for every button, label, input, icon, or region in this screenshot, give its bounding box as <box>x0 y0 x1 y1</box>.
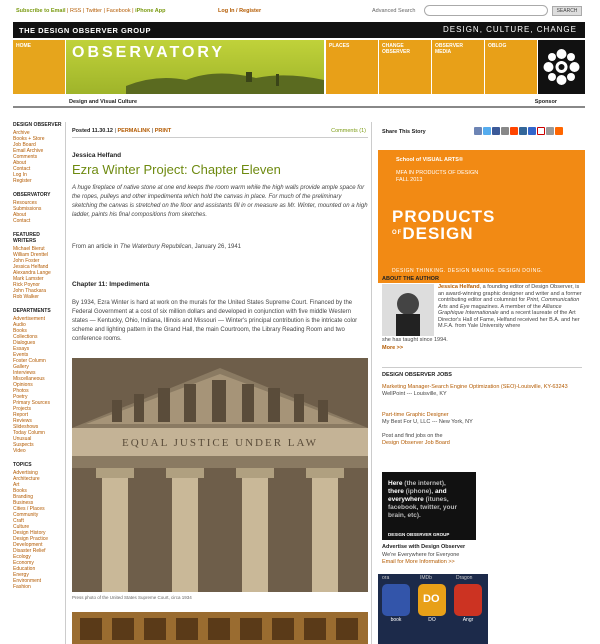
left-nav-item[interactable]: Design History <box>13 530 46 536</box>
left-nav-item[interactable]: Poetry <box>13 394 28 400</box>
ad-everywhere: everywhere <box>388 496 424 503</box>
post-meta-bar: Posted 11.30.12 | PERMALINK | PRINT Comments (1) <box>72 128 368 138</box>
left-nav-item[interactable]: Essays <box>13 346 30 352</box>
left-nav-section-title: DEPARTMENTS <box>13 308 51 314</box>
job-board-link[interactable]: Design Observer Job Board <box>382 439 450 446</box>
advertise-subtitle: We're Everywhere for Everyone <box>382 552 460 558</box>
bio-comm-arts: Communication Arts <box>438 297 580 310</box>
utility-links: Subscribe to Email | RSS | Twitter | Facebook | iPhone App <box>16 8 166 14</box>
design-observer-ad[interactable] <box>382 472 476 540</box>
left-nav-item[interactable]: Primary Sources <box>13 400 50 406</box>
left-nav-item[interactable]: Rick Poynor <box>13 282 40 288</box>
left-nav-item[interactable]: Opinions <box>13 382 33 388</box>
ad-and: and <box>434 488 447 495</box>
subscribe-link[interactable]: Subscribe to Email <box>16 8 66 14</box>
ad-everywhere-note: (itunes, facebook, twitter, your brain, etc). <box>388 496 457 519</box>
bio-author-name[interactable]: Jessica Helfand <box>438 284 480 290</box>
article-author[interactable]: Jessica Helfand <box>72 152 122 159</box>
digg-share-icon[interactable] <box>528 127 536 135</box>
left-nav-section-title: DESIGN OBSERVER <box>13 122 62 128</box>
site-title: OBSERVATORY <box>72 44 226 61</box>
left-nav-item[interactable]: Disaster Relief <box>13 548 46 554</box>
left-nav-item[interactable]: Advertising <box>13 470 38 476</box>
left-nav-item[interactable]: William Drenttel <box>13 252 49 258</box>
twitter-link[interactable]: Twitter <box>85 8 102 14</box>
left-nav-item[interactable]: Unusual <box>13 436 32 442</box>
left-nav-item[interactable]: Contact <box>13 166 31 172</box>
left-nav-item[interactable]: Business <box>13 500 34 506</box>
left-nav-item[interactable]: Fashion <box>13 584 31 590</box>
job-board-promo <box>382 433 450 446</box>
print-link[interactable]: PRINT <box>154 128 172 134</box>
left-nav-item[interactable]: Michael Bierut <box>13 246 45 252</box>
left-nav-item[interactable]: Advertisement <box>13 316 45 322</box>
left-nav-item[interactable]: Suspects <box>13 442 34 448</box>
bio-text-1: , a founding editor of Design Observer, is an award-winning graphic designer and writer and a former contributing editor and columnist for <box>438 284 582 303</box>
bio-text-2: magazines. A member of the <box>471 303 541 310</box>
nav-oblog[interactable] <box>485 40 537 94</box>
sva-program-line: MFA IN PRODUCTS OF DESIGN <box>396 170 479 176</box>
left-nav-item[interactable]: Cities / Places <box>13 506 45 512</box>
source-date: , January 26, 1941 <box>191 244 241 250</box>
email-share-icon[interactable] <box>474 127 482 135</box>
left-nav-item[interactable]: Collections <box>13 334 38 340</box>
app-label: DO <box>428 617 436 623</box>
bio-eye: Eye <box>460 303 470 310</box>
left-nav-item[interactable]: Community <box>13 512 39 518</box>
twitter-share-icon[interactable] <box>483 127 491 135</box>
bio-and: and <box>449 303 459 310</box>
left-nav-item[interactable]: Photos <box>13 388 29 394</box>
left-nav-item[interactable]: Alexandra Lange <box>13 270 51 276</box>
ad-here: Here <box>388 480 403 487</box>
iphone-app-link[interactable]: iPhone App <box>135 8 166 14</box>
left-nav-item[interactable]: Interviews <box>13 370 36 376</box>
left-nav-item[interactable]: Events <box>13 352 29 358</box>
app-icon[interactable] <box>382 584 410 623</box>
nav-home-label: HOME <box>16 43 31 49</box>
left-nav-item[interactable]: Log In <box>13 172 27 178</box>
left-nav-item[interactable]: Audio <box>13 322 26 328</box>
left-nav-item[interactable]: John Foster <box>13 258 40 264</box>
left-nav-item[interactable]: Jessica Helfand <box>13 264 49 270</box>
left-nav-item[interactable]: Miscellaneous <box>13 376 45 382</box>
left-nav-item[interactable]: John Thackara <box>13 288 46 294</box>
left-nav-item[interactable]: Environment <box>13 578 42 584</box>
jobs-title: DESIGN OBSERVER JOBS <box>382 367 582 378</box>
left-nav-section-title: OBSERVATORY <box>13 192 51 198</box>
ad-footer: DESIGN OBSERVER GROUP <box>388 532 450 537</box>
left-nav-item[interactable]: Email Archive <box>13 148 44 154</box>
left-nav-item[interactable]: Slideshows <box>13 424 39 430</box>
share-icons <box>474 127 584 137</box>
sub-header <box>13 96 585 108</box>
sva-of: OF <box>392 230 403 236</box>
observatory-header[interactable] <box>66 40 324 94</box>
search-input[interactable] <box>424 5 548 16</box>
supreme-court-photo[interactable] <box>72 358 368 592</box>
article-intro: A huge fireplace of native stone at one end keeps the room warm while the high walls provide ample space for the ropes, pulleys and other impedimenta which hold the canvas in place. For much of the preliminary sketching the canvas is stretched on the floor and assistants fill in or measure as Mr. Winter, mounted on a high ladder, paints his final compositions from sketches. <box>72 185 368 218</box>
advertise-email-link[interactable]: Email for More Information >> <box>382 559 455 565</box>
left-nav-item[interactable]: Reviews <box>13 418 32 424</box>
ad-there: there <box>388 488 404 495</box>
delicious-share-icon[interactable] <box>519 127 527 135</box>
job-company: WellPoint --- Louisville, KY <box>382 390 447 397</box>
left-nav-item[interactable]: Education <box>13 566 36 572</box>
rss-link[interactable]: RSS <box>70 8 82 14</box>
source-prefix: From an article in <box>72 244 119 250</box>
nav-change-observer[interactable] <box>379 40 431 94</box>
search-button[interactable]: SEARCH <box>552 6 582 16</box>
left-nav-item[interactable]: Report <box>13 412 29 418</box>
comments-link[interactable]: Comments (1) <box>331 128 366 134</box>
app-top-label-1: ora <box>382 575 390 581</box>
permalink-link[interactable]: PERMALINK <box>117 128 151 134</box>
landscape-illustration <box>126 66 324 94</box>
close-share-icon[interactable] <box>537 127 545 135</box>
post-date: Posted 11.30.12 <box>72 128 113 134</box>
nav-observer-media[interactable] <box>432 40 484 94</box>
article <box>65 122 372 644</box>
left-nav-item[interactable]: Resources <box>13 200 37 206</box>
left-nav-item[interactable]: Economy <box>13 560 34 566</box>
app-label: Angr <box>462 617 474 623</box>
author-photo <box>382 284 434 336</box>
ad-copy <box>388 480 476 520</box>
app-icons-ad[interactable] <box>378 574 488 644</box>
site-banner <box>13 40 585 94</box>
brand-tagline: DESIGN, CULTURE, CHANGE <box>443 25 577 34</box>
app-top-label-3: Dragon <box>456 575 473 581</box>
print-share-icon[interactable] <box>501 127 509 135</box>
left-nav-item[interactable]: Comments <box>13 154 38 160</box>
frieze-inscription: EQUAL JUSTICE UNDER LAW <box>122 437 318 449</box>
left-nav-item[interactable]: Energy <box>13 572 29 578</box>
sva-school: School of VISUAL ARTS® <box>396 157 463 163</box>
left-nav-item[interactable]: Submissions <box>13 206 42 212</box>
left-nav-section-title: TOPICS <box>13 462 32 468</box>
job-title[interactable]: Marketing Manager-Search Engine Optimization (SEO)-Louisville, KY-63243 <box>382 384 568 390</box>
photo-caption: Press photo of the United States Supreme Court, circa 1934 <box>72 595 192 600</box>
source-publication: The Waterbury Republican <box>120 244 192 250</box>
ad-there-note: (iphone), <box>405 488 434 495</box>
sva-term-line: FALL 2013 <box>396 177 423 183</box>
left-nav-item[interactable]: Architecture <box>13 476 40 482</box>
left-nav-item[interactable]: Mark Lamster <box>13 276 44 282</box>
left-nav-item[interactable]: Archive <box>13 130 30 136</box>
nav-media-label: OBSERVER MEDIA <box>435 43 463 55</box>
chapter-heading: Chapter 11: Impedimenta <box>72 281 150 288</box>
app-label: book <box>390 617 402 623</box>
site-subtitle: Design and Visual Culture <box>69 99 138 105</box>
facebook-share-icon[interactable] <box>492 127 500 135</box>
left-nav-item[interactable]: Foster Column <box>13 358 46 364</box>
author-bio <box>438 284 584 330</box>
left-nav-item[interactable]: Ecology <box>13 554 31 560</box>
nav-places[interactable] <box>326 40 378 94</box>
sva-advertisement[interactable] <box>378 150 585 283</box>
sva-headline <box>392 208 495 242</box>
left-nav-item[interactable]: Books <box>13 328 27 334</box>
more-share-icon[interactable] <box>546 127 554 135</box>
left-nav-item[interactable]: About <box>13 160 27 166</box>
article-source <box>72 244 368 250</box>
nav-change-label: CHANGE OBSERVER <box>382 43 410 55</box>
nav-places-label: PLACES <box>329 43 350 49</box>
advanced-search-link[interactable]: Advanced Search <box>372 8 416 14</box>
job-company: My Best For U, LLC --- New York, NY <box>382 418 473 425</box>
sva-headline-line1: PRODUCTS <box>392 207 496 226</box>
left-nav-item[interactable]: Art <box>13 482 20 488</box>
sva-design: DESIGN <box>402 224 474 243</box>
app-do-text: DO <box>423 593 440 605</box>
brand-name[interactable]: THE DESIGN OBSERVER GROUP <box>19 26 151 35</box>
left-nav-item[interactable]: Video <box>13 448 26 454</box>
left-nav-item[interactable]: Gallery <box>13 364 29 370</box>
left-nav-item[interactable]: Rob Walker <box>13 294 39 300</box>
job-listing[interactable] <box>382 412 582 425</box>
left-nav-item[interactable]: Books + Store <box>13 136 45 142</box>
flower-logo-icon <box>538 40 585 94</box>
bio-comma: , <box>537 297 540 303</box>
reddit-share-icon[interactable] <box>510 127 518 135</box>
bio-print: Print <box>526 297 538 303</box>
left-nav-item[interactable]: Culture <box>13 524 30 530</box>
bio-agi: Alliance Graphique Internationale <box>438 303 562 316</box>
left-nav-item[interactable]: Branding <box>13 494 34 500</box>
left-nav-item[interactable]: Today Column <box>13 430 45 436</box>
sva-headline-line2 <box>392 225 495 242</box>
article-title: Ezra Winter Project: Chapter Eleven <box>72 162 281 177</box>
left-nav-item[interactable]: Register <box>13 178 32 184</box>
left-nav-item[interactable]: Job Board <box>13 142 36 148</box>
login-link[interactable]: Log In / Register <box>218 8 262 14</box>
sva-tagline: DESIGN THINKING. DESIGN MAKING. DESIGN DOING. <box>392 268 544 274</box>
facebook-link[interactable]: Facebook <box>106 8 131 14</box>
ceiling-photo[interactable] <box>72 612 368 644</box>
about-author-title: ABOUT THE AUTHOR <box>382 276 439 282</box>
app-icon[interactable] <box>418 584 446 623</box>
left-nav-item[interactable]: Dialogues <box>13 340 36 346</box>
app-icon[interactable] <box>454 584 482 623</box>
top-utility-bar <box>0 0 600 20</box>
job-listing[interactable] <box>382 384 582 397</box>
left-nav-item[interactable]: Projects <box>13 406 32 412</box>
post-jobs-text: Post and find jobs on the <box>382 433 443 439</box>
left-nav-item[interactable]: Craft <box>13 518 24 524</box>
app-top-label-2: IMDb <box>420 575 432 581</box>
left-nav-item[interactable]: About <box>13 212 27 218</box>
left-nav-item[interactable]: Books <box>13 488 27 494</box>
nav-oblog-label: OBLOG <box>488 43 507 49</box>
bio-text-3: and a recent laureate of the Art Director's Hall of Fame, Helfand received her B.A. and her M.F.A. from Yale University where <box>438 310 580 329</box>
ad-here-note: (the internet), <box>404 480 446 487</box>
brand-bar <box>13 22 585 38</box>
nav-home[interactable] <box>13 40 65 94</box>
more-link[interactable]: More >> <box>382 345 404 351</box>
share-title: Share This Story <box>382 129 426 135</box>
addthis-share-icon[interactable] <box>555 127 563 135</box>
sponsor-label: Sponsor <box>534 99 557 105</box>
author-bio-end: she has taught since 1994. <box>382 337 448 343</box>
left-sidebar <box>13 122 63 590</box>
sva-program <box>396 170 478 184</box>
left-nav-section-title: FEATURED WRITERS <box>13 232 40 244</box>
job-title[interactable]: Part-time Graphic Designer <box>382 412 449 418</box>
left-nav-item[interactable]: Contact <box>13 218 31 224</box>
sponsor-logo[interactable] <box>538 40 585 94</box>
left-nav-item[interactable]: Development <box>13 542 43 548</box>
article-body: By 1934, Ezra Winter is hard at work on the murals for the United States Supreme Court. Financed by the Federal Government at a cost of six million dollars and developed in conjunction with five middle Western states — Kentucky, Ohio, Indiana, Illinois and Missouri — Winter's principal contribution is the intricate color scheme and lighting pattern in the Grand Hall, the main Courtroom, the Library Reading Room and two conference rooms. <box>72 300 358 342</box>
left-nav-item[interactable]: Design Practice <box>13 536 49 542</box>
advertise-title: Advertise with Design Observer <box>382 544 466 550</box>
